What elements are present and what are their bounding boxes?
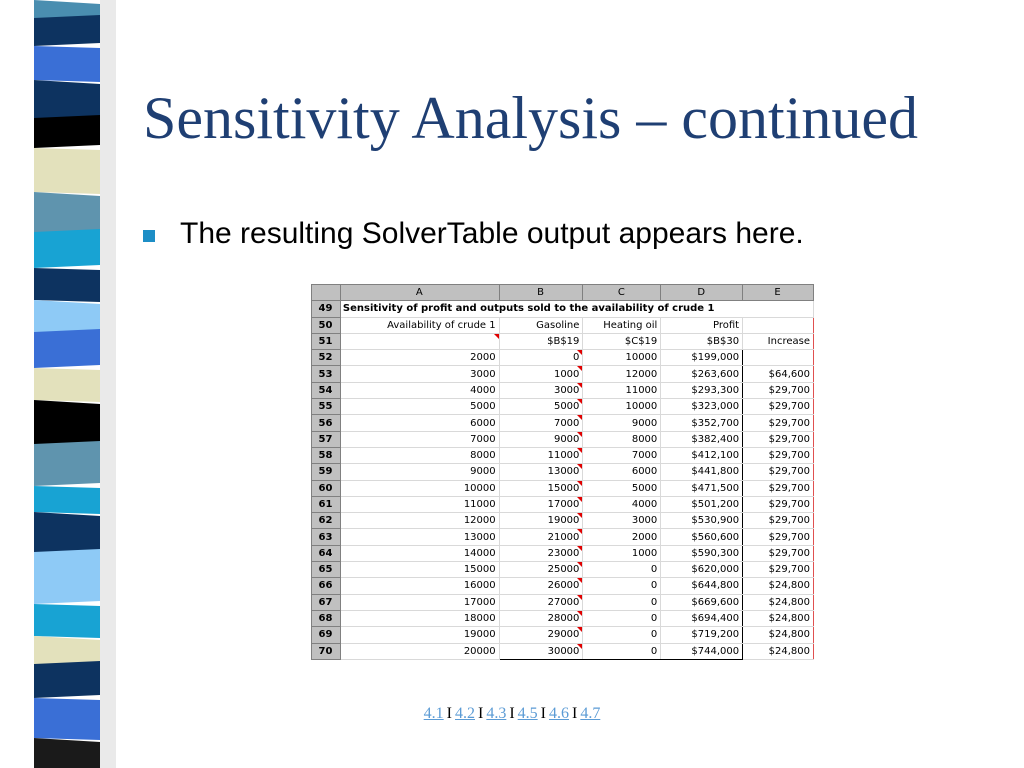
row-number[interactable]: 60 (312, 480, 341, 496)
strip-band (34, 229, 100, 268)
slide-title: Sensitivity Analysis – continued (143, 85, 918, 151)
strip-band (34, 115, 100, 148)
strip-band (34, 400, 100, 448)
heating-oil-cell[interactable]: 9000 (583, 415, 661, 431)
gasoline-cell[interactable]: 5000 (499, 399, 583, 415)
table-row (312, 594, 814, 610)
profit-cell[interactable]: $530,900 (661, 513, 743, 529)
nav-link[interactable]: 4.6 (548, 705, 569, 722)
availability-cell[interactable]: 8000 (340, 447, 499, 463)
square-bullet-icon (143, 230, 155, 242)
row-number[interactable]: 67 (312, 594, 341, 610)
row-number[interactable]: 66 (312, 578, 341, 594)
gasoline-cell[interactable]: 30000 (499, 643, 583, 659)
increase-cell[interactable]: $29,700 (743, 415, 814, 431)
increase-cell[interactable]: $29,700 (743, 513, 814, 529)
row-number[interactable]: 63 (312, 529, 341, 545)
gasoline-cell[interactable]: 13000 (499, 464, 583, 480)
cell-reference-row (312, 333, 814, 349)
table-row (312, 562, 814, 578)
profit-cell[interactable]: $412,100 (661, 447, 743, 463)
profit-cell[interactable]: $560,600 (661, 529, 743, 545)
table-row (312, 513, 814, 529)
nav-link[interactable]: 4.2 (455, 705, 475, 722)
increase-cell[interactable]: $29,700 (743, 464, 814, 480)
strip-band (34, 661, 100, 698)
profit-cell[interactable]: $471,500 (661, 480, 743, 496)
availability-cell[interactable]: 10000 (340, 480, 499, 496)
profit-cell[interactable]: $669,600 (661, 594, 743, 610)
availability-cell[interactable]: 7000 (340, 431, 499, 447)
nav-separator: I (478, 705, 484, 722)
table-row (312, 366, 814, 382)
availability-cell[interactable]: 3000 (340, 366, 499, 382)
strip-band (34, 148, 100, 194)
heating-oil-cell[interactable]: 0 (583, 594, 661, 610)
availability-cell[interactable]: 5000 (340, 399, 499, 415)
heating-oil-cell[interactable]: 10000 (583, 350, 661, 366)
availability-cell[interactable]: 17000 (340, 594, 499, 610)
slide-navigation-links (0, 705, 1024, 723)
gasoline-cell[interactable]: 29000 (499, 627, 583, 643)
row-number[interactable]: 56 (312, 415, 341, 431)
spreadsheet-output (311, 284, 814, 666)
gasoline-cell[interactable]: 28000 (499, 610, 583, 626)
strip-band (34, 329, 100, 368)
strip-band (34, 441, 100, 486)
increase-cell[interactable]: $29,700 (743, 529, 814, 545)
availability-cell[interactable]: 14000 (340, 545, 499, 561)
nav-link[interactable]: 4.5 (517, 705, 538, 722)
heating-oil-cell[interactable]: 7000 (583, 447, 661, 463)
column-header-e[interactable]: E (743, 285, 814, 301)
gasoline-cell[interactable]: 0 (499, 350, 583, 366)
profit-cell[interactable]: $352,700 (661, 415, 743, 431)
header-cell-heating-oil[interactable]: Heating oil (583, 317, 661, 333)
header-cell-profit[interactable]: Profit (661, 317, 743, 333)
profit-cell[interactable]: $441,800 (661, 464, 743, 480)
row-number[interactable]: 59 (312, 464, 341, 480)
table-row (312, 545, 814, 561)
gasoline-cell[interactable]: 23000 (499, 545, 583, 561)
gasoline-cell[interactable]: 11000 (499, 447, 583, 463)
profit-cell[interactable]: $323,000 (661, 399, 743, 415)
header-cell-gasoline[interactable]: Gasoline (499, 317, 583, 333)
strip-shadow (100, 0, 116, 768)
strip-band (34, 192, 100, 236)
row-number[interactable]: 62 (312, 513, 341, 529)
row-number[interactable]: 52 (312, 350, 341, 366)
increase-cell[interactable]: $29,700 (743, 496, 814, 512)
increase-cell[interactable]: $29,700 (743, 562, 814, 578)
row-number[interactable]: 55 (312, 399, 341, 415)
column-header-c[interactable]: C (583, 285, 661, 301)
bullet-text: The resulting SolverTable output appears here. (180, 217, 804, 250)
table-title-cell[interactable]: Sensitivity of profit and outputs sold to the availability of crude 1 (340, 301, 813, 317)
nav-link[interactable]: 4.3 (486, 705, 507, 722)
row-number[interactable]: 64 (312, 545, 341, 561)
gasoline-cell[interactable]: 26000 (499, 578, 583, 594)
heating-oil-cell[interactable]: 10000 (583, 399, 661, 415)
gasoline-cell[interactable]: 3000 (499, 382, 583, 398)
heating-oil-cell[interactable]: 1000 (583, 545, 661, 561)
increase-cell[interactable]: $29,700 (743, 447, 814, 463)
header-cell-availability[interactable]: Availability of crude 1 (340, 317, 499, 333)
table-row (312, 447, 814, 463)
table-row (312, 382, 814, 398)
nav-link[interactable]: 4.7 (580, 705, 601, 722)
gasoline-cell[interactable]: 7000 (499, 415, 583, 431)
profit-cell[interactable]: $199,000 (661, 350, 743, 366)
table-row (312, 464, 814, 480)
select-all-corner[interactable] (312, 285, 341, 301)
strip-band (34, 604, 100, 638)
heating-oil-cell[interactable]: 12000 (583, 366, 661, 382)
profit-cell[interactable]: $644,800 (661, 578, 743, 594)
heating-oil-cell[interactable]: 0 (583, 610, 661, 626)
availability-cell[interactable]: 18000 (340, 610, 499, 626)
nav-separator: I (509, 705, 515, 722)
availability-cell[interactable]: 6000 (340, 415, 499, 431)
table-row (312, 399, 814, 415)
profit-cell[interactable]: $382,400 (661, 431, 743, 447)
heating-oil-cell[interactable]: 0 (583, 627, 661, 643)
availability-cell[interactable]: 9000 (340, 464, 499, 480)
strip-band (34, 486, 100, 514)
table-row (312, 496, 814, 512)
row-number[interactable]: 70 (312, 643, 341, 659)
side-strip-graphic (0, 0, 116, 768)
row-number[interactable]: 68 (312, 610, 341, 626)
nav-separator: I (540, 705, 546, 722)
increase-cell[interactable]: $29,700 (743, 431, 814, 447)
row-number[interactable]: 51 (312, 333, 341, 349)
row-number[interactable]: 54 (312, 382, 341, 398)
nav-separator: I (446, 705, 452, 722)
reference-cell-a[interactable] (340, 333, 499, 349)
availability-cell[interactable]: 20000 (340, 643, 499, 659)
table-row (312, 529, 814, 545)
header-labels-row (312, 317, 814, 333)
gasoline-cell[interactable]: 19000 (499, 513, 583, 529)
increase-cell[interactable] (743, 350, 814, 366)
nav-link[interactable]: 4.1 (423, 705, 444, 722)
heating-oil-cell[interactable]: 5000 (583, 480, 661, 496)
availability-cell[interactable]: 13000 (340, 529, 499, 545)
row-number[interactable]: 57 (312, 431, 341, 447)
gasoline-cell[interactable]: 21000 (499, 529, 583, 545)
decorative-side-strip (0, 0, 116, 768)
profit-cell[interactable]: $694,400 (661, 610, 743, 626)
strip-band (34, 46, 100, 82)
availability-cell[interactable]: 4000 (340, 382, 499, 398)
strip-band (34, 268, 100, 302)
availability-cell[interactable]: 15000 (340, 562, 499, 578)
heating-oil-cell[interactable]: 0 (583, 643, 661, 659)
row-number[interactable]: 49 (312, 301, 341, 317)
strip-band (34, 368, 100, 402)
increase-cell[interactable]: $24,800 (743, 627, 814, 643)
gasoline-cell[interactable]: 27000 (499, 594, 583, 610)
availability-cell[interactable]: 2000 (340, 350, 499, 366)
heating-oil-cell[interactable]: 3000 (583, 513, 661, 529)
gasoline-cell[interactable]: 15000 (499, 480, 583, 496)
header-cell-e[interactable] (743, 317, 814, 333)
availability-cell[interactable]: 11000 (340, 496, 499, 512)
heating-oil-cell[interactable]: 0 (583, 578, 661, 594)
strip-band (34, 738, 100, 768)
heating-oil-cell[interactable]: 2000 (583, 529, 661, 545)
availability-cell[interactable]: 19000 (340, 627, 499, 643)
profit-cell[interactable]: $620,000 (661, 562, 743, 578)
table-row (312, 431, 814, 447)
table-row (312, 578, 814, 594)
gasoline-cell[interactable]: 1000 (499, 366, 583, 382)
column-header-row (312, 285, 814, 301)
profit-cell[interactable]: $719,200 (661, 627, 743, 643)
column-header-d[interactable]: D (661, 285, 743, 301)
row-number[interactable]: 69 (312, 627, 341, 643)
reference-cell-profit[interactable]: $B$30 (661, 333, 743, 349)
increase-cell[interactable]: $29,700 (743, 480, 814, 496)
increase-cell[interactable]: $24,800 (743, 578, 814, 594)
increase-cell[interactable]: $24,800 (743, 610, 814, 626)
column-header-b[interactable]: B (499, 285, 583, 301)
table-row (312, 480, 814, 496)
increase-cell[interactable]: $64,600 (743, 366, 814, 382)
column-header-a[interactable]: A (340, 285, 499, 301)
row-number[interactable]: 53 (312, 366, 341, 382)
heating-oil-cell[interactable]: 6000 (583, 464, 661, 480)
row-number[interactable]: 61 (312, 496, 341, 512)
strip-band (34, 512, 100, 556)
row-number[interactable]: 50 (312, 317, 341, 333)
increase-header-cell[interactable]: Increase (743, 333, 814, 349)
row-number[interactable]: 58 (312, 447, 341, 463)
reference-cell-gasoline[interactable]: $B$19 (499, 333, 583, 349)
table-title-row (312, 301, 814, 317)
table-row (312, 415, 814, 431)
increase-cell[interactable]: $29,700 (743, 399, 814, 415)
profit-cell[interactable]: $590,300 (661, 545, 743, 561)
increase-cell[interactable]: $24,800 (743, 594, 814, 610)
profit-cell[interactable]: $263,600 (661, 366, 743, 382)
table-row (312, 350, 814, 366)
reference-cell-heating-oil[interactable]: $C$19 (583, 333, 661, 349)
availability-cell[interactable]: 12000 (340, 513, 499, 529)
increase-cell[interactable]: $29,700 (743, 382, 814, 398)
gasoline-cell[interactable]: 17000 (499, 496, 583, 512)
strip-band (34, 549, 100, 604)
profit-cell[interactable]: $501,200 (661, 496, 743, 512)
table-row (312, 627, 814, 643)
heating-oil-cell[interactable]: 11000 (583, 382, 661, 398)
availability-cell[interactable]: 16000 (340, 578, 499, 594)
heating-oil-cell[interactable]: 8000 (583, 431, 661, 447)
increase-cell[interactable]: $29,700 (743, 545, 814, 561)
table-row (312, 643, 814, 659)
strip-band (34, 15, 100, 46)
increase-cell[interactable]: $24,800 (743, 643, 814, 659)
table-row (312, 610, 814, 626)
heating-oil-cell[interactable]: 0 (583, 562, 661, 578)
gasoline-cell[interactable]: 25000 (499, 562, 583, 578)
profit-cell[interactable]: $293,300 (661, 382, 743, 398)
heating-oil-cell[interactable]: 4000 (583, 496, 661, 512)
nav-separator: I (571, 705, 578, 722)
profit-cell[interactable]: $744,000 (661, 643, 743, 659)
row-number[interactable]: 65 (312, 562, 341, 578)
gasoline-cell[interactable]: 9000 (499, 431, 583, 447)
